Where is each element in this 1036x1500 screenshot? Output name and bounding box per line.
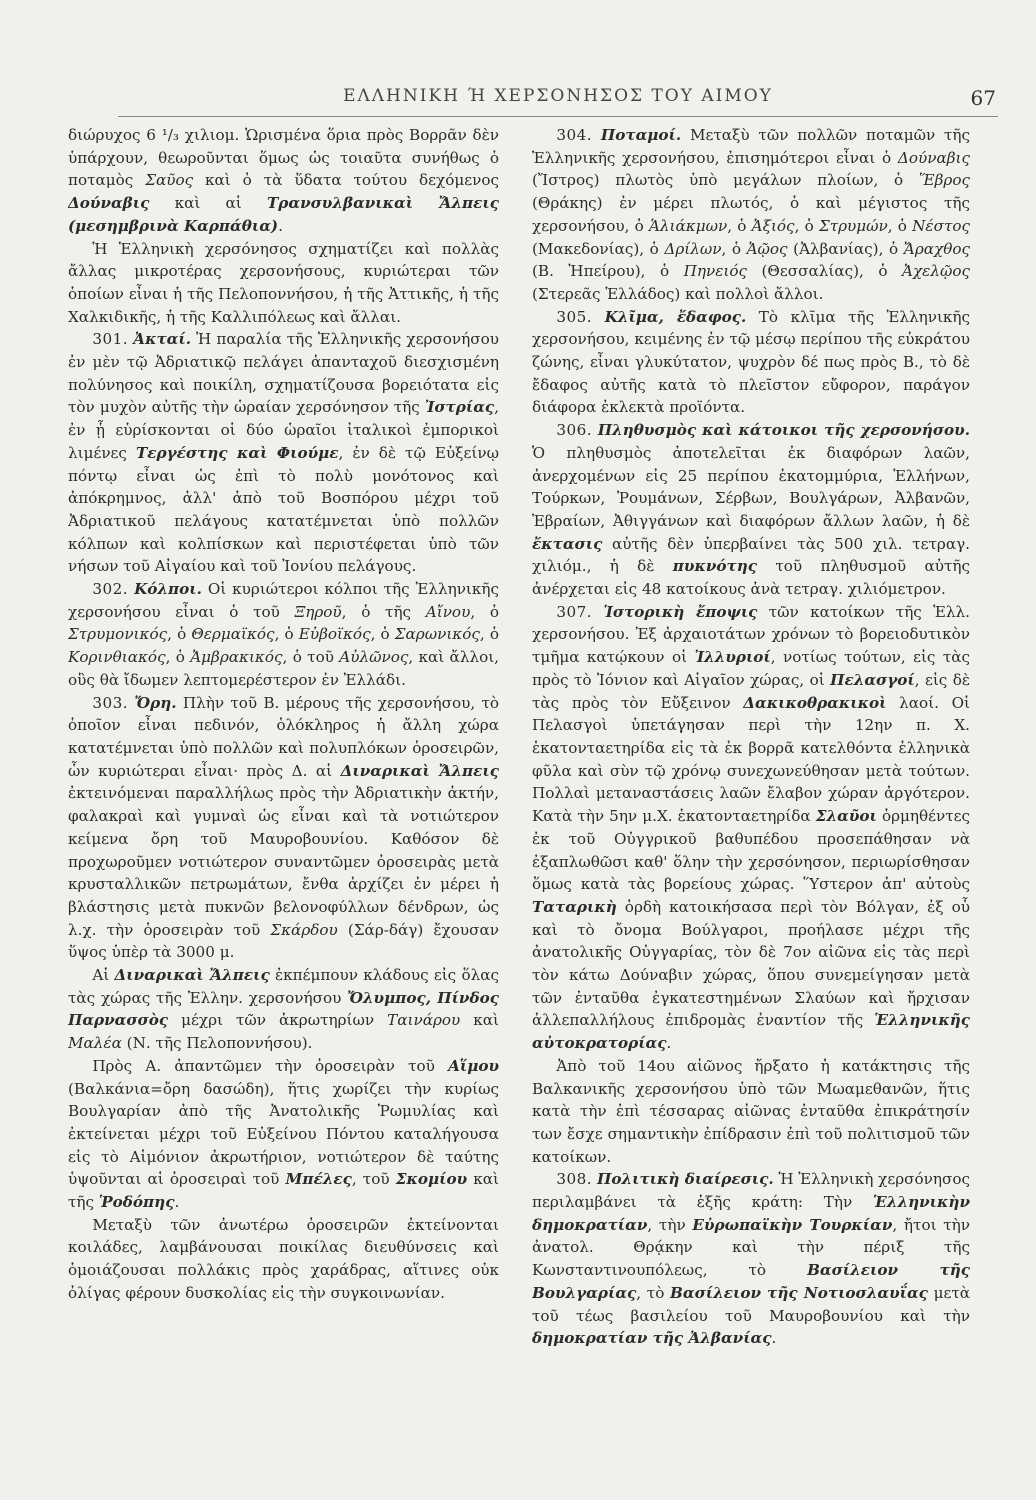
text: (Βαλκάνια=ὄρη δασώδη), ἥτις χωρίζει τὴν κυρίως Βουλγαρίαν ἀπὸ τῆς Ἀνατολικῆς Ῥωμυλίας καὶ ἐκτείνεται μέχρι τοῦ Εὐξείνου Πόντου καταλήγουσα εἰς τὸ Αἱμόνιον ἀκρωτήριον, νοτιώτερον δὲ ταύτης ὑψοῦνται αἱ ὀροσειραὶ τοῦ [68, 1079, 499, 1189]
gulf-name: Κορινθιακός [68, 648, 166, 667]
state-yugoslavia: Βασίλειον τῆς Νοτιοσλαυΐας [670, 1283, 928, 1302]
section-303 [68, 692, 499, 964]
text: , τὸ [636, 1283, 671, 1302]
section-number: 304. [556, 126, 593, 144]
aimos: Αἵμου [448, 1056, 499, 1075]
text: . [771, 1329, 777, 1348]
density-term: πυκνότης [672, 557, 758, 576]
dacothracians: Δακικοθρακικοὶ [743, 693, 887, 712]
text: Ἡ παραλία τῆς Ἑλληνικῆς χερσονήσου ἐν μὲν τῷ Ἀδριατικῷ πελάγει ἁπανταχοῦ διεσχισμένη πολύνησος καὶ ποικίλη, σχηματίζουσα βορειότατα εἰς τὸν μυχὸν αὐτῆς τὴν ὡραίαν χερσόνησον τῆς [68, 330, 499, 417]
text: , ὁ [370, 625, 395, 644]
illyrians: Ἰλλυριοί [694, 648, 771, 667]
river-name: Νέστος [912, 216, 970, 235]
river-name: Δρίλων [664, 239, 722, 258]
pelasgians: Πελασγοί [830, 670, 915, 689]
istria: Ἰστρίας [424, 398, 495, 417]
text: Ὁ πληθυσμὸς ἀποτελεῖται ἐκ διαφόρων λαῶν, ἀνερχομένων εἰς 25 περίπου ἑκατομμύρια, Ἑλλήνων, Τούρκων, Ῥουμάνων, Σέρβων, Βουλγάρων, Ἀλβανῶν, Ἑβραίων, Ἀθιγγάνων καὶ διαφόρων ἄλλων λαῶν, ἡ δὲ [532, 443, 970, 530]
text: διώρυχος 6 ¹/₃ χιλιομ. Ὡρισμένα ὅρια πρὸς Βορρᾶν δὲν ὑπάρχουν, θεωροῦνται ὅμως ὡς τοιαῦτα συνήθως ὁ ποταμὸς [68, 126, 499, 190]
section-heading: Ἱστορικὴ ἔποψις [603, 602, 758, 621]
section-heading: Ποταμοί. [600, 126, 682, 144]
dinaric-alps: Διναρικαὶ Ἄλπεις [114, 966, 270, 985]
gulf-name: Αἴνου [425, 602, 471, 621]
greek-empire: Ἑλληνικῆς αὐτοκρατορίας [532, 1011, 970, 1053]
text: (Ἴστρος) πλωτὸς ὑπὸ μεγάλων πλοίων, ὁ [532, 171, 919, 190]
section-307 [532, 601, 970, 1055]
cape-tainaron: Ταινάρου [387, 1011, 461, 1030]
text: . [174, 1193, 180, 1212]
section-heading: Κόλποι. [134, 580, 202, 599]
paragraph-dinaric-branches [68, 964, 499, 1055]
text: , ὁ τοῦ [282, 648, 340, 667]
section-heading: Ἀκταί. [133, 330, 191, 349]
text: τῶν κατοίκων τῆς Ἑλλ. χερσονήσου. Ἐξ ἀρχαιοτάτων χρόνων τὸ βορειοδυτικὸν τμῆμα κατῴκουν οἱ [532, 602, 970, 667]
text: , ὁ [167, 625, 192, 644]
tatar-horde: Ταταρικὴ [532, 897, 617, 916]
river-name: Ἀῷος [746, 239, 788, 258]
text: (Στερεᾶς Ἑλλάδος) καὶ πολλοὶ ἄλλοι. [532, 284, 824, 303]
paragraph-aimos [68, 1055, 499, 1214]
text: , ὁ [887, 216, 913, 235]
text: , ὁ [470, 602, 499, 621]
section-number: 307. [556, 602, 593, 621]
text: μέχρι τῶν ἀκρωτηρίων [168, 1011, 388, 1030]
transylvanian-alps: Τρανσυλβανικαὶ Ἄλπεις (μεσημβρινὰ Καρπάθια) [68, 194, 499, 235]
text: , ὁ [721, 239, 747, 258]
section-308 [532, 1168, 970, 1350]
text: , τοῦ [351, 1170, 396, 1189]
text: καὶ ὁ τὰ ὕδατα τούτου δεχόμενος [193, 171, 499, 190]
section-305 [532, 306, 970, 420]
area-term: ἔκτασις [532, 534, 603, 553]
section-heading: Ὄρη. [134, 693, 177, 712]
section-heading: Κλῖμα, ἔδαφος. [604, 307, 747, 326]
river-name: Πηνειός [683, 262, 747, 281]
text: λαοί. Οἱ Πελασγοὶ ὑπετάγησαν περὶ τὴν 12ην π. Χ. ἑκατονταετηρίδα εἰς τὰ ἐκ βορρᾶ κατελθόντα ἑλληνικὰ φῦλα καὶ σὺν τῷ χρόνῳ συνεχωνεύθησαν μετὰ τούτων. Πολλαὶ μεταναστάσεις λαῶν ἔλαβον χώραν ἀργότερον. Κατὰ τὴν 5ην μ.Χ. ἑκατονταετηρίδα [532, 693, 970, 826]
state-albania: δημοκρατίαν τῆς Ἀλβανίας [532, 1329, 772, 1348]
text: Πρὸς Α. ἀπαντῶμεν τὴν ὀροσειρὰν τοῦ [92, 1056, 449, 1075]
state-bulgaria: Βασίλειον τῆς Βουλγαρίας [532, 1261, 970, 1302]
text: . [666, 1034, 672, 1053]
section-number: 302. [92, 580, 129, 599]
section-heading: Πληθυσμὸς καὶ κάτοικοι τῆς χερσονήσου. [597, 421, 970, 440]
text: (Ν. τῆς Πελοποννήσου). [121, 1034, 313, 1053]
river-name: Στρυμών [818, 216, 888, 235]
section-number: 308. [556, 1170, 593, 1189]
text: , τὴν [647, 1215, 693, 1234]
paragraph-ottoman-conquest: Ἀπὸ τοῦ 14ου αἰῶνος ἤρξατο ἡ κατάκτησις τῆς Βαλκανικῆς χερσονήσου ὑπὸ τῶν Μωαμεθανῶν, ἥτις κατὰ τὴν ἐπὶ τέσσαρας αἰῶνας ἐνταῦθα ἐπικράτησίν των ἔσχε σημαντικὴν ἐπίδρασιν ἐπὶ τοῦ πολιτισμοῦ τῶν κατοίκων. [532, 1056, 970, 1166]
state-greece: Ἑλληνικὴν δημοκρατίαν [532, 1193, 970, 1234]
text: , ὁ [727, 216, 752, 235]
slavs: Σλαῦοι [815, 807, 877, 826]
text: ὁρδὴ κατοικήσασα περὶ τὸν Βόλγαν, ἐξ οὗ καὶ τὸ ὄνομα Βούλγαροι, προήλασε μέχρι τῆς ἀνατολικῆς Οὐγγαρίας, τὸν δὲ 7ον αἰῶνα εἰς τὰς περὶ τὸν κάτω Δούναβιν χώρας, ὅπου συνεμείγησαν μετὰ τῶν ἐνταῦθα ἐγκατεστημένων Σλαύων καὶ ἤρχισαν ἀλλεπαλλήλους ἐπιδρομὰς ἐναντίον τῆς [532, 897, 970, 1030]
skardos: Σκάρδου [270, 920, 338, 939]
text: μετὰ τοῦ τέως βασιλείου τοῦ Μαυροβουνίου καὶ τὴν [532, 1283, 970, 1325]
text: Μεταξὺ τῶν πολλῶν ποταμῶν τῆς Ἑλληνικῆς χερσονήσου, ἐπισημότεροι εἶναι ὁ [532, 126, 970, 167]
ports: Τεργέστης καὶ Φιούμε [135, 443, 339, 462]
text: , ὁ τῆς [341, 602, 426, 621]
gulf-name: Σαρωνικός [394, 625, 480, 644]
river-name: Δούναβις [897, 148, 970, 167]
river-name: Ἕβρος [918, 171, 970, 190]
text: (Σάρ-δάγ) ἔχουσαν ὕψος ὑπὲρ τὰ 3000 μ. [68, 920, 499, 962]
text: , ὁ [165, 648, 191, 667]
beles: Μπέλες [285, 1170, 352, 1189]
text: τοῦ πληθυσμοῦ αὐτῆς ἀνέρχεται εἰς 48 κατοίκους ἀνὰ τετραγ. χιλιόμετρον. [532, 557, 970, 599]
river-name: Ἁλιάκμων [648, 216, 728, 235]
mountains: Ὄλυμπος, Πίνδος Παρνασσὸς [68, 988, 499, 1030]
page-number: 67 [970, 86, 996, 110]
text: , ἤτοι τὴν ἀνατολ. Θρᾴκην καὶ τὴν πέριξ τῆς Κωνσταντινουπόλεως, τὸ [532, 1215, 970, 1280]
rodopi: Ῥοδόπης [98, 1193, 175, 1212]
text: , νοτίως τούτων, εἰς τὰς πρὸς τὸ Ἰόνιον καὶ Αἰγαῖον χώρας, οἱ [532, 648, 970, 689]
river-name: Ἀχελῷος [902, 262, 970, 281]
text: ἐκπέμπουν κλάδους εἰς ὅλας τὰς χώρας τῆς Ἑλλην. χερσονήσου [68, 966, 499, 1007]
river-name: Ἀξιός [751, 216, 795, 235]
text: καὶ [460, 1011, 499, 1030]
text: (Β. Ἠπείρου), ὁ [532, 262, 684, 281]
text: , ἐν ᾗ εὑρίσκονται οἱ δύο ὡραῖοι ἰταλικοὶ ἐμπορικοὶ λιμένες [68, 398, 499, 462]
section-number: 306. [556, 421, 593, 440]
gulf-name: Αὐλῶνος [339, 648, 409, 667]
text: καὶ αἱ [149, 194, 267, 213]
left-column [68, 124, 499, 1464]
river-name: Ἄραχθος [903, 239, 970, 258]
text: καὶ τῆς [68, 1170, 499, 1212]
section-301 [68, 328, 499, 578]
section-306 [532, 419, 970, 601]
text: Ἡ Ἑλληνικὴ χερσόνησος περιλαμβάνει τὰ ἑξῆς κράτη: Τὴν [532, 1170, 970, 1212]
river-savos: Σαῦος [145, 171, 194, 190]
text: Πλὴν τοῦ Β. μέρους τῆς χερσονήσου, τὸ ὁποῖον εἶναι πεδινόν, ὁλόκληρος ἡ ἄλλη χώρα κατατέμνεται ὑπὸ πολλῶν καὶ πολυπλόκων ὀροσειρῶν, ὧν κυριώτεραι εἶναι· πρὸς Δ. αἱ [68, 693, 499, 780]
text: (Ἀλβανίας), ὁ [787, 239, 904, 258]
gulf-name: Ἀμβρακικός [190, 648, 283, 667]
section-heading: Πολιτικὴ διαίρεσις. [596, 1170, 774, 1189]
cape-malea: Μαλέα [68, 1034, 122, 1053]
text: ὁρμηθέντες ἐκ τοῦ Οὐγγρικοῦ βαθυπέδου προσεπάθησαν νὰ ἐξαπλωθῶσι καθ' ὅλην τὴν χερσόνησον, περιωρίσθησαν ὅμως κατὰ τὰς βορείους χώρας. Ὕστερον ἀπ' αὐτοὺς [532, 807, 970, 894]
header-rule [118, 116, 998, 117]
paragraph-peninsulas: Ἡ Ἑλληνικὴ χερσόνησος σχηματίζει καὶ πολλὰς ἄλλας μικροτέρας χερσονήσους, κυριώτεραι τῶν ὁποίων εἶναι ἡ τῆς Πελοποννήσου, ἡ τῆς Ἀττικῆς, ἡ τῆς Χαλκιδικῆς, ἡ τῆς Καλλιπόλεως καὶ ἄλλαι. [68, 239, 499, 326]
text: (Μακεδονίας), ὁ [532, 239, 665, 258]
text: , ὁ [274, 625, 299, 644]
paragraph-valleys: Μεταξὺ τῶν ἀνωτέρω ὀροσειρῶν ἐκτείνονται κοιλάδες, λαμβάνουσαι ποικίλας διευθύνσεις καὶ ὁμοιάζουσαι πολλάκις πρὸς χαράδρας, αἵτινες οὐκ ὀλίγας φέρουν δυσκολίας εἰς τὴν συγκοινωνίαν. [68, 1215, 499, 1302]
section-number: 301. [92, 330, 129, 349]
text: . [278, 216, 283, 235]
text: Τὸ κλῖμα τῆς Ἑλληνικῆς χερσονήσου, κειμένης ἐν τῷ μέσῳ περίπου τῆς εὐκράτου ζώνης, εἶναι γλυκύτατον, ψυχρὸν δέ πως πρὸς Β., τὸ δὲ ἔδαφος αὐτῆς κατὰ τὸ πλεῖστον εὔφορον, παράγον διάφορα ἐκλεκτὰ προϊόντα. [532, 307, 970, 417]
section-number: 305. [556, 307, 593, 326]
running-head: ΕΛΛΗΝΙΚΗ Ή ΧΕΡΣΟΝΗΣΟΣ ΤΟΥ ΑΙΜΟΥ [343, 86, 773, 106]
section-302 [68, 578, 499, 692]
paragraph-borders [68, 124, 499, 238]
text: (Θράκης) ἐν μέρει πλωτός, ὁ καὶ μέγιστος τῆς χερσονήσου, ὁ [532, 194, 970, 235]
text: ἐκτεινόμεναι παραλλήλως πρὸς τὴν Ἀδριατικὴν ἀκτήν, φαλακραὶ καὶ γυμναὶ ὡς εἶναι καὶ τὰ νοτιώτερον κείμενα ὄρη τοῦ Μαυροβουνίου. Καθόσον δὲ προχωροῦμεν νοτιώτερον συναντῶμεν ὀροσειρὰς μετὰ κρυσταλλικῶν πετρωμάτων, ἔνθα ἀρχίζει ἐν μέρει ἡ βλάστησις μετὰ πυκνῶν βελονοφύλλων δένδρων, ὡς λ.χ. τὴν ὀροσειρὰν τοῦ [68, 784, 499, 939]
text: , ἐν δὲ τῷ Εὐξείνῳ πόντῳ εἶναι ὡς ἐπὶ τὸ πολὺ μονότονος καὶ ἀπόκρημνος, ἀλλ' ἀπὸ τοῦ Βοσπόρου μέχρι τοῦ Ἀδριατικοῦ πελάγους κατατέμνεται ὑπὸ πολλῶν κόλπων καὶ κολπίσκων καὶ περιστέφεται ὑπὸ τῶν νήσων τοῦ Αἰγαίου καὶ τοῦ Ἰονίου πελάγους. [68, 443, 499, 576]
text: , εἰς δὲ τὰς πρὸς τὸν Εὔξεινον [532, 670, 970, 712]
text: Οἱ κυριώτεροι κόλποι τῆς Ἑλληνικῆς χερσονήσου εἶναι ὁ τοῦ [68, 580, 499, 621]
skomion: Σκομίου [395, 1170, 468, 1189]
state-turkey: Εὐρωπαϊκὴν Τουρκίαν [692, 1215, 893, 1234]
gulf-name: Στρυμονικός [68, 625, 168, 644]
text: , καὶ ἄλλοι, οὓς θὰ ἴδωμεν λεπτομερέστερον ἐν Ἑλλάδι. [68, 648, 499, 689]
gulf-name: Εὐβοϊκός [298, 625, 371, 644]
gulf-name: Θερμαϊκός [191, 625, 275, 644]
right-column [532, 124, 970, 1464]
text: αὐτῆς δὲν ὑπερβαίνει τὰς 500 χιλ. τετραγ. χιλιόμ., ἡ δὲ [532, 534, 970, 576]
text: (Θεσσαλίας), ὁ [746, 262, 903, 281]
gulf-name: Ξηροῦ [294, 602, 342, 621]
section-number: 303. [92, 693, 129, 712]
dinaric-alps: Διναρικαὶ Ἄλπεις [340, 761, 499, 780]
text: , ὁ [479, 625, 499, 644]
river-danube: Δούναβις [68, 194, 150, 213]
text: , ὁ [794, 216, 819, 235]
text: Αἱ [92, 966, 115, 985]
section-304 [532, 124, 970, 306]
